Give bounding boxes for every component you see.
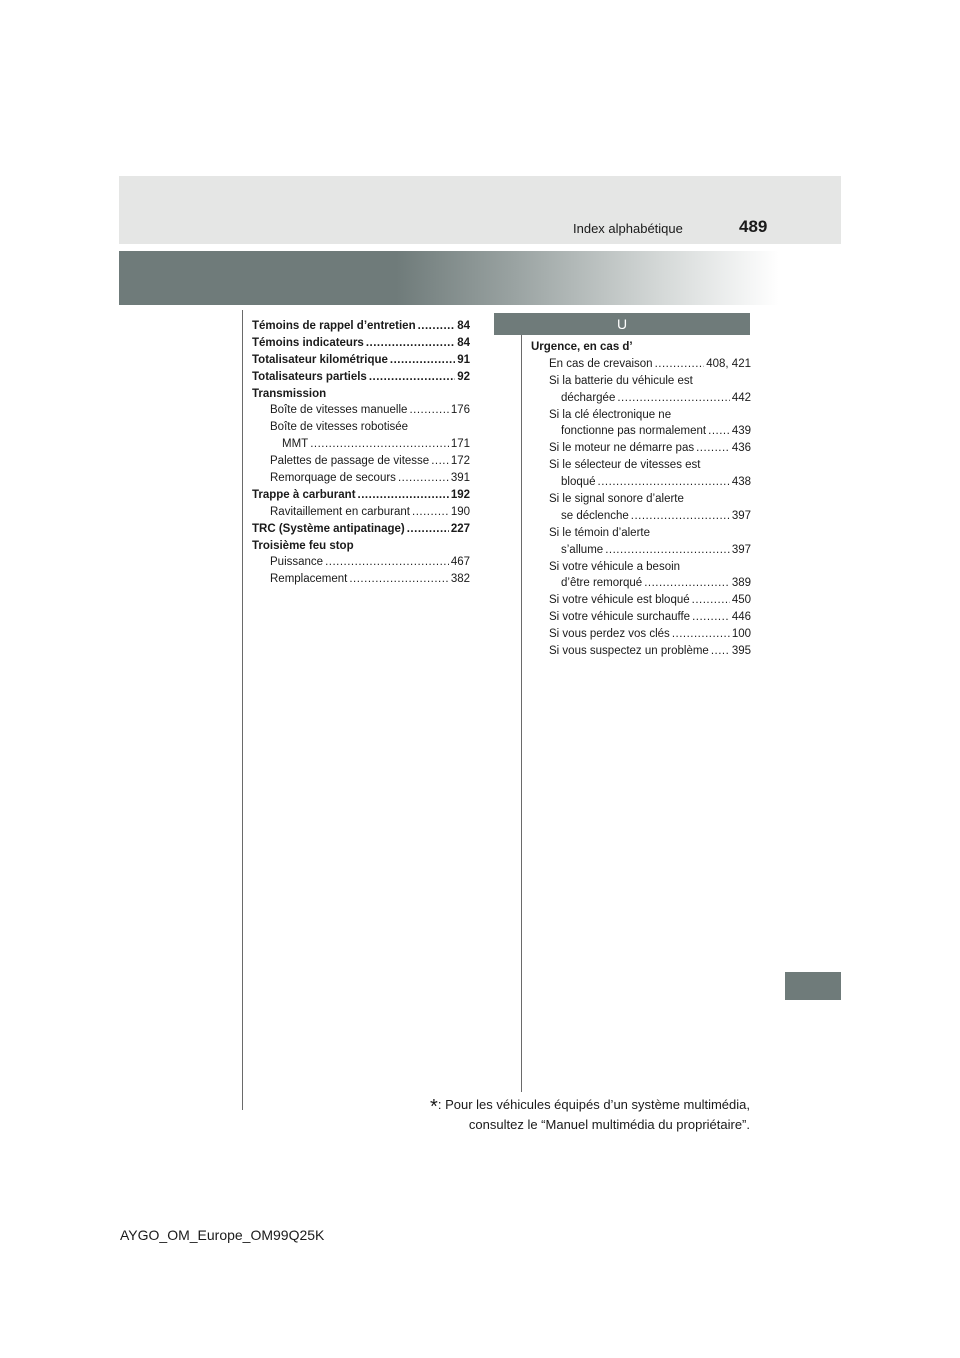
dot-leader <box>409 402 448 419</box>
left-column-rule <box>242 310 243 1110</box>
index-entry <box>531 626 751 643</box>
index-entry-page[interactable]: 389 <box>731 577 751 590</box>
index-entry-page[interactable]: 442 <box>731 391 751 404</box>
index-entry-term: Si le sélecteur de vitesses est <box>549 459 701 472</box>
index-entry <box>252 419 470 436</box>
index-entry <box>531 390 751 407</box>
index-entry <box>531 609 751 626</box>
section-title: Index alphabétique <box>573 221 683 236</box>
index-entry <box>531 643 751 660</box>
dot-leader <box>711 643 730 660</box>
index-entry-page[interactable]: 171 <box>450 438 470 451</box>
index-entry <box>531 356 751 373</box>
index-entry-term: déchargée <box>561 391 616 404</box>
index-entry-term: Si vous suspectez un problème <box>549 645 709 658</box>
index-entry-term: Troisième feu stop <box>252 539 354 552</box>
index-entry-term: Témoins indicateurs <box>252 336 364 349</box>
index-entry-term: Boîte de vitesses robotisée <box>270 421 409 434</box>
dot-leader <box>598 474 730 491</box>
index-entry <box>252 487 470 504</box>
dot-leader <box>431 453 449 470</box>
index-entry-page[interactable]: 91 <box>457 353 470 366</box>
index-entry <box>252 436 470 453</box>
index-entry-page[interactable]: 227 <box>450 522 470 535</box>
dot-leader <box>358 487 449 504</box>
dot-leader <box>672 626 730 643</box>
index-entry-page[interactable]: 450 <box>731 594 751 607</box>
dot-leader <box>617 390 729 407</box>
index-entry-term: Totalisateurs partiels <box>252 370 367 383</box>
index-entry <box>252 369 470 386</box>
middle-column-rule <box>521 330 522 1092</box>
index-entry-term: En cas de crevaison <box>549 357 653 370</box>
index-entry-term: Remplacement <box>270 573 348 586</box>
dot-leader <box>407 521 449 538</box>
index-entry <box>252 571 470 588</box>
footnote-line-1: : Pour les véhicules équipés d’un système multimédia, <box>437 1097 750 1112</box>
index-entry <box>531 592 751 609</box>
index-column-left <box>252 318 470 588</box>
index-entry-page[interactable]: 467 <box>450 556 470 569</box>
index-entry-term: Si le témoin d’alerte <box>549 526 650 539</box>
dot-leader <box>369 369 455 386</box>
index-entry <box>531 373 751 390</box>
index-entry-term: bloqué <box>561 476 596 489</box>
index-entry-page[interactable]: 395 <box>731 645 751 658</box>
index-entry-term: Totalisateur kilométrique <box>252 353 388 366</box>
dot-leader <box>418 318 456 335</box>
index-entry-term: Si votre véhicule est bloqué <box>549 594 690 607</box>
dot-leader <box>366 335 455 352</box>
dot-leader <box>325 554 449 571</box>
index-entry-page[interactable]: 190 <box>450 505 470 518</box>
dot-leader <box>390 352 455 369</box>
index-entry <box>252 453 470 470</box>
index-entry-term: Si la batterie du véhicule est <box>549 374 693 387</box>
index-entry-page[interactable]: 382 <box>450 573 470 586</box>
index-entry-term: Témoins de rappel d’entretien <box>252 319 416 332</box>
document-id: AYGO_OM_Europe_OM99Q25K <box>120 1227 325 1243</box>
index-entry-term: Puissance <box>270 556 324 569</box>
index-entry-term: Si la clé électronique ne <box>549 408 672 421</box>
dot-leader <box>655 356 705 373</box>
dot-leader <box>631 508 730 525</box>
index-entry-page[interactable]: 408, 421 <box>706 357 751 370</box>
index-entry-term: Si votre véhicule surchauffe <box>549 611 691 624</box>
index-entry-page[interactable]: 436 <box>731 442 751 455</box>
index-entry-term: Urgence, en cas d’ <box>531 341 633 353</box>
index-entry <box>531 339 751 356</box>
index-entry-term: Transmission <box>252 387 327 400</box>
index-entry <box>531 457 751 474</box>
index-entry <box>531 559 751 576</box>
index-entry <box>531 474 751 491</box>
index-entry <box>252 335 470 352</box>
index-entry-term: Remorquage de secours <box>270 472 396 484</box>
index-entry-page[interactable]: 391 <box>450 472 470 484</box>
chapter-tab <box>785 972 841 1000</box>
index-entry <box>252 504 470 521</box>
index-entry-term: Si vous perdez vos clés <box>549 628 670 641</box>
index-entry-term: Palettes de passage de vitesse <box>270 455 430 468</box>
dot-leader <box>708 423 730 440</box>
footnote-asterisk: * <box>430 1096 438 1118</box>
dot-leader <box>692 609 730 626</box>
index-entry <box>252 554 470 571</box>
index-entry-page[interactable]: 397 <box>731 543 751 556</box>
index-entry-term: MMT <box>282 438 309 451</box>
index-entry-term: Si le signal sonore d’alerte <box>549 493 684 506</box>
index-entry-page[interactable]: 84 <box>457 336 470 349</box>
index-entry-page[interactable]: 92 <box>457 370 470 383</box>
index-entry <box>252 386 470 403</box>
index-entry <box>531 423 751 440</box>
dot-leader <box>696 440 730 457</box>
header-band <box>119 176 841 244</box>
footnote-line-2: consultez le “Manuel multimédia du propriétaire”. <box>468 1117 750 1132</box>
index-entry-page[interactable]: 100 <box>731 628 751 641</box>
index-entry <box>252 402 470 419</box>
page-number: 489 <box>739 217 768 236</box>
index-entry-page[interactable]: 438 <box>731 476 751 489</box>
index-entry-term: Ravitaillement en carburant <box>270 505 410 518</box>
index-entry <box>252 318 470 335</box>
dot-leader <box>349 571 448 588</box>
index-column-right <box>531 339 751 660</box>
index-entry-term: Trappe à carburant <box>252 488 356 501</box>
index-entry-page[interactable]: 192 <box>450 488 470 501</box>
index-entry-page[interactable]: 439 <box>731 425 751 438</box>
index-entry-term: d’être remorqué <box>561 577 643 590</box>
index-entry <box>531 525 751 542</box>
index-entry <box>531 440 751 457</box>
dot-leader <box>692 592 730 609</box>
index-entry <box>252 470 470 487</box>
index-entry-term: se déclenche <box>561 509 629 522</box>
index-entry-term: s’allume <box>561 543 604 556</box>
dot-leader <box>398 470 449 487</box>
index-entry <box>252 521 470 538</box>
dot-leader <box>310 436 449 453</box>
index-entry-page[interactable]: 84 <box>457 319 470 332</box>
index-entry <box>531 491 751 508</box>
letter-header-u: U <box>494 313 750 335</box>
dot-leader <box>412 504 449 521</box>
index-entry-term: fonctionne pas normalement <box>561 425 707 438</box>
index-entry-page[interactable]: 397 <box>731 509 751 522</box>
index-entry <box>531 508 751 525</box>
index-entry <box>252 538 470 555</box>
index-entry-term: Si votre véhicule a besoin <box>549 560 681 573</box>
dot-leader <box>605 542 730 559</box>
index-entry-term: Boîte de vitesses manuelle <box>270 404 408 417</box>
header-gradient-bar <box>119 251 779 305</box>
index-entry <box>531 542 751 559</box>
index-entry <box>252 352 470 369</box>
index-entry <box>531 407 751 424</box>
index-entry-term: Si le moteur ne démarre pas <box>549 442 695 455</box>
dot-leader <box>644 575 730 592</box>
footnote <box>430 1096 750 1134</box>
index-entry <box>531 575 751 592</box>
index-entry-page[interactable]: 446 <box>731 611 751 624</box>
index-entry-term: TRC (Système antipatinage) <box>252 522 405 535</box>
index-entry-page[interactable]: 172 <box>450 455 470 468</box>
index-entry-page[interactable]: 176 <box>450 404 470 417</box>
